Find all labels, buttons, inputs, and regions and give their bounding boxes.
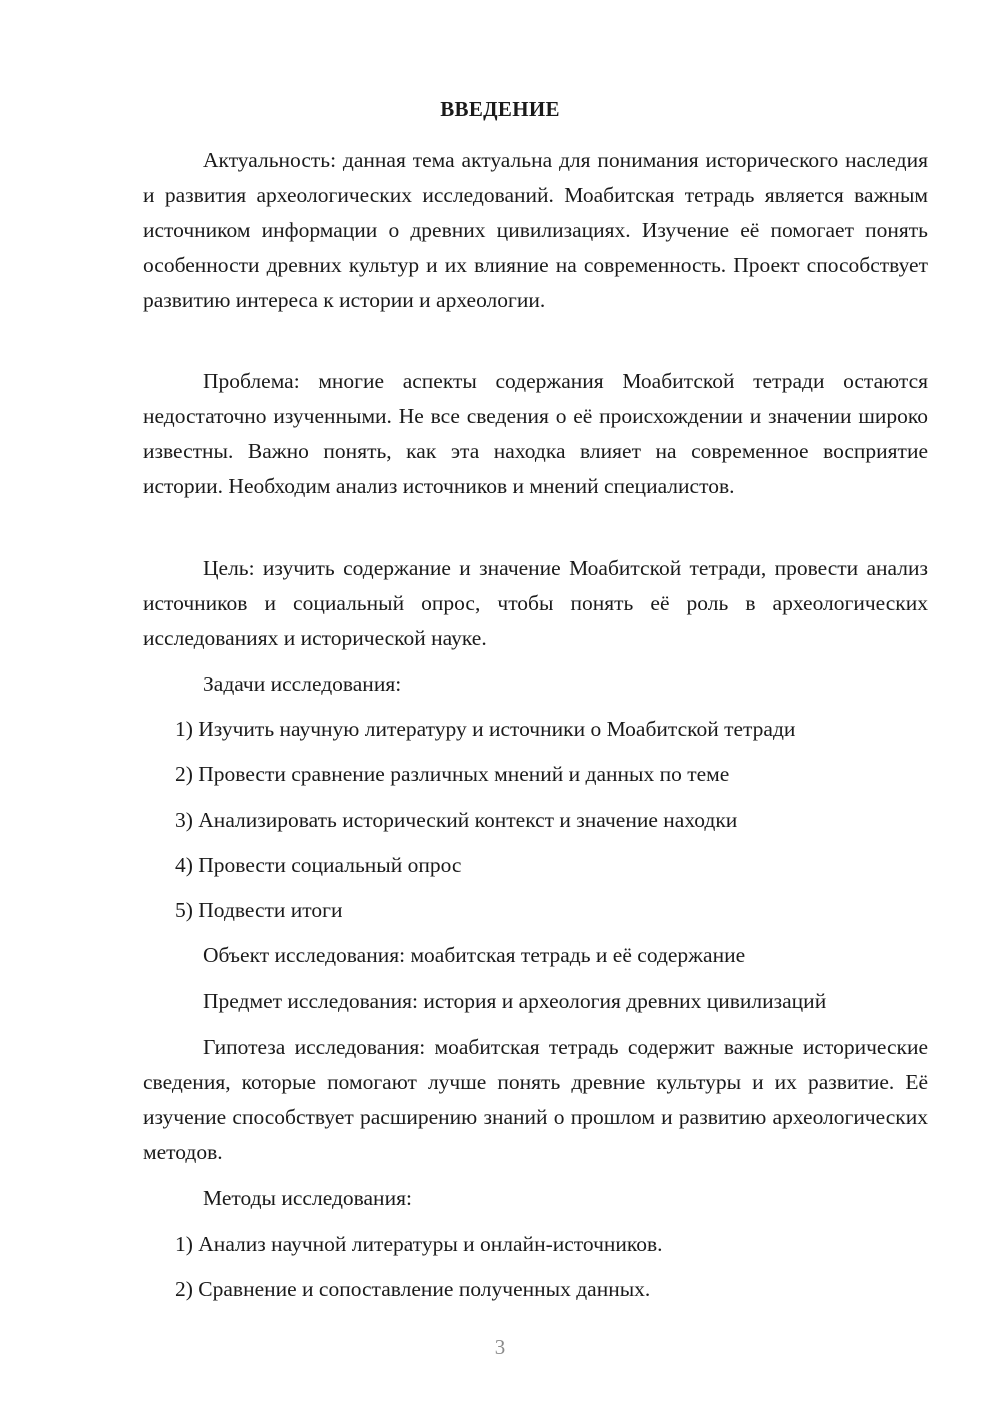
hypothesis-paragraph: Гипотеза исследования: моабитская тетрадь содержит важные исторические сведения, которые помогают лучше понять древние культуры и их развитие. Её изучение способствует расширению знаний о прошлом и развитию археологических методов. — [143, 1035, 928, 1164]
tasks-title: Задачи исследования: — [203, 672, 402, 696]
problem-paragraph: Проблема: многие аспекты содержания Моабитской тетради остаются недостаточно изученными. Не все сведения о её происхождении и значении широко известны. Важно понять, как эта находка влияет на современное восприятие истории. Необходим анализ источников и мнений специалистов. — [143, 369, 928, 498]
subject-paragraph: Предмет исследования: история и археология древних цивилизаций — [203, 989, 827, 1013]
task-item-2: 2) Провести сравнение различных мнений и данных по теме — [175, 762, 730, 786]
task-item-5: 5) Подвести итоги — [175, 898, 343, 922]
method-item-2: 2) Сравнение и сопоставление полученных данных. — [175, 1277, 651, 1301]
method-item-1: 1) Анализ научной литературы и онлайн-источников. — [175, 1232, 663, 1256]
section-heading: ВВЕДЕНИЕ — [440, 97, 560, 121]
relevance-paragraph: Актуальность: данная тема актуальна для понимания исторического наследия и развития археологических исследований. Моабитская тетрадь является важным источником информации о древних цивилизациях. Изучение её помогает понять особенности древних культур и их влияние на современность. Проект способствует развитию интереса к истории и археологии. — [143, 148, 928, 312]
methods-title: Методы исследования: — [203, 1186, 412, 1210]
page-number: 3 — [494, 1335, 506, 1359]
task-item-3: 3) Анализировать исторический контекст и значение находки — [175, 808, 738, 832]
task-item-1: 1) Изучить научную литературу и источники о Моабитской тетради — [175, 717, 796, 741]
goal-paragraph: Цель: изучить содержание и значение Моабитской тетради, провести анализ источников и социальный опрос, чтобы понять её роль в археологических исследованиях и исторической науке. — [143, 556, 928, 650]
object-paragraph: Объект исследования: моабитская тетрадь и её содержание — [203, 943, 746, 967]
task-item-4: 4) Провести социальный опрос — [175, 853, 462, 877]
